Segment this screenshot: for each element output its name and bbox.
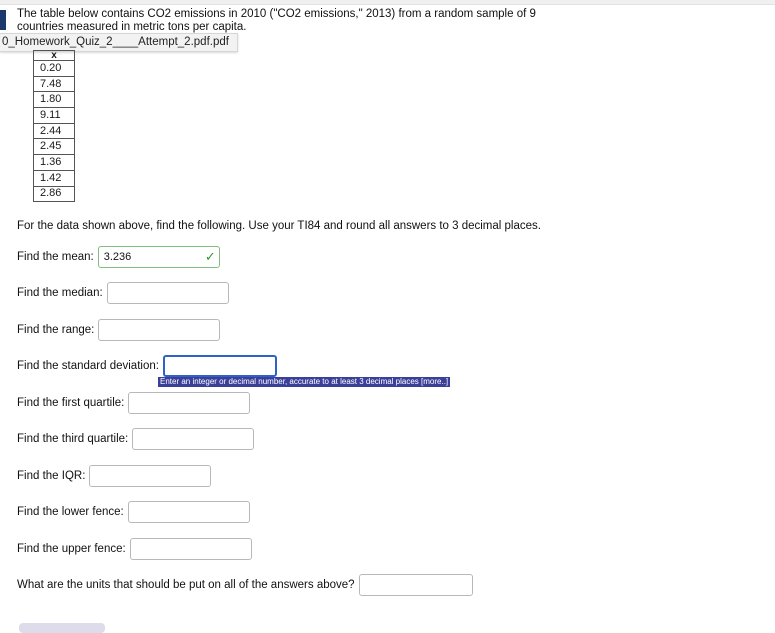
iqr-input[interactable] xyxy=(89,465,211,487)
table-cell: 0.20 xyxy=(34,61,75,77)
q1-input[interactable] xyxy=(128,392,250,414)
question-std xyxy=(17,355,277,377)
question-marker xyxy=(0,10,6,30)
question-iqr xyxy=(17,465,211,487)
data-table xyxy=(33,50,75,202)
question-range xyxy=(17,319,220,341)
submit-button[interactable] xyxy=(19,623,105,633)
q3-label: Find the third quartile: xyxy=(17,433,129,445)
units-label: What are the units that should be put on all of the answers above? xyxy=(17,579,355,591)
check-icon: ✓ xyxy=(204,249,216,264)
median-input[interactable] xyxy=(107,282,229,304)
range-input[interactable] xyxy=(98,319,220,341)
question-units xyxy=(17,574,473,596)
iqr-label: Find the IQR: xyxy=(17,470,86,482)
table-cell: 2.45 xyxy=(34,139,75,155)
table-cell: 1.42 xyxy=(34,170,75,186)
lower-fence-label: Find the lower fence: xyxy=(17,506,124,518)
question-mean xyxy=(17,246,220,268)
question-lower-fence xyxy=(17,501,250,523)
table-cell: 9.11 xyxy=(34,108,75,124)
table-cell: 1.80 xyxy=(34,92,75,108)
table-cell: 7.48 xyxy=(34,76,75,92)
units-input[interactable] xyxy=(359,574,473,596)
range-label: Find the range: xyxy=(17,324,95,336)
question-q1 xyxy=(17,392,250,414)
table-cell: 1.36 xyxy=(34,155,75,171)
table-cell: 2.86 xyxy=(34,186,75,202)
question-upper-fence xyxy=(17,538,252,560)
question-median xyxy=(17,282,229,304)
file-name-tab[interactable]: 0_Homework_Quiz_2____Attempt_2.pdf.pdf xyxy=(0,33,238,52)
std-label: Find the standard deviation: xyxy=(17,360,159,372)
mean-label: Find the mean: xyxy=(17,251,94,263)
instructions: For the data shown above, find the following. Use your TI84 and round all answers to 3 decimal places. xyxy=(17,220,541,232)
q3-input[interactable] xyxy=(132,428,254,450)
lower-fence-input[interactable] xyxy=(128,501,250,523)
top-divider xyxy=(0,0,775,5)
std-input[interactable] xyxy=(163,355,277,377)
upper-fence-input[interactable] xyxy=(130,538,252,560)
table-cell: 2.44 xyxy=(34,123,75,139)
question-q3 xyxy=(17,428,254,450)
median-label: Find the median: xyxy=(17,287,103,299)
intro-text: The table below contains CO2 emissions in 2010 ("CO2 emissions," 2013) from a random sample of 9 countries measured in metric tons per capita. xyxy=(17,8,536,33)
upper-fence-label: Find the upper fence: xyxy=(17,543,126,555)
input-hint-tooltip[interactable]: Enter an integer or decimal number, accurate to at least 3 decimal places [more..] xyxy=(160,377,449,386)
q1-label: Find the first quartile: xyxy=(17,397,125,409)
mean-value: 3.236 xyxy=(103,251,132,263)
table-header: x xyxy=(34,51,75,61)
mean-input[interactable] xyxy=(98,246,220,268)
